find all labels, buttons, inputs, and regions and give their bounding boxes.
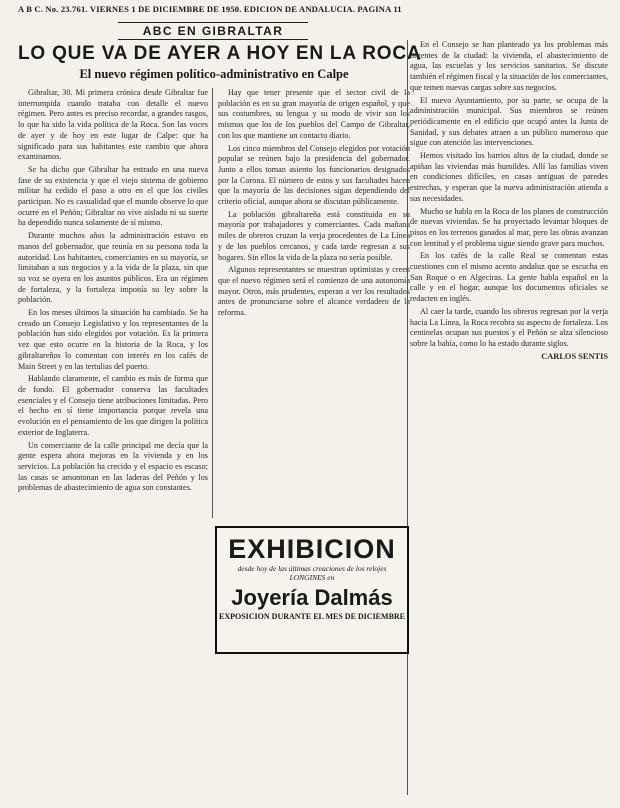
article-column-2 (218, 88, 410, 508)
signature-line (410, 352, 608, 363)
paragraph: En los meses últimos la situación ha cambiado. Se ha creado un Consejo Legislativo y los representantes de la población han sido elegidos por votación. Es la primera vez que esto ocurre en la historia de la Roca, y los gibraltareños lo comentan con interés en los cafés de Main Street y en las tertulias del puerto. (18, 308, 208, 371)
paragraph: Durante muchos años la administración estuvo en manos del gobernador, que reunía en su persona toda la autoridad. Los habitantes, comerciantes en su mayoría, se limitaban a sus negocios y a la vida de la plaza, sin que su voz se oyera en los asuntos públicos. Era un régimen de fortaleza, y la fortaleza imponía su ley sobre la población. (18, 231, 208, 305)
article-signature: CARLOS SENTIS (541, 351, 608, 361)
paragraph: Un comerciante de la calle principal me decía que la gente espera ahora mejoras en la vivienda y en los servicios. La población ha crecido y el espacio es escaso; las casas se amontonan en las laderas del Peñón y los problemas de abastecimiento de agua son constantes. (18, 440, 208, 493)
paragraph: En los cafés de la calle Real se comentan estas cuestiones con el mismo acento andaluz que se escucha en San Roque o en Algeciras. La gente habla español en la calle y en el hogar, aunque los documentos oficiales se redacten en inglés. (410, 251, 608, 304)
ad-footer: EXPOSICION DURANTE EL MES DE DICIEMBRE (218, 612, 406, 621)
paragraph: Mucho se habla en la Roca de los planes de construcción de nuevas viviendas. Se ha proyectado levantar bloques de pisos en los terrenos ganados al mar, pero las obras avanzan con lentitud y el problema sigue siendo grave para muchos. (410, 206, 608, 248)
paragraph: Hablando claramente, el cambio es más de forma que de fondo. El gobernador conserva las facultades esenciales y el Consejo tiene atribuciones limitadas. Pero el hecho en sí tiene importancia porque revela una evolución en el pensamiento de los que dirigen la política exterior de Inglaterra. (18, 374, 208, 437)
paragraph: Se ha dicho que Gibraltar ha entrado en una nueva fase de su existencia y que el viejo sistema de gobierno militar ha cedido el paso a otro en el que los civiles participan. No es casualidad que el mundo observe lo que ocurre en el Peñón; Gibraltar no vive aislado ni su suerte ha dependido nunca solamente de sí mismo. (18, 164, 208, 228)
paragraph: Hemos visitado los barrios altos de la ciudad, donde se apiñan las viviendas más humildes. Allí las familias viven en condiciones difíciles, en casas antiguas de paredes estrechas, y esperan que la nueva administración atienda a sus necesidades. (410, 151, 608, 203)
article-column-1 (18, 88, 208, 778)
newspaper-page-header: A B C. No. 23.761. VIERNES 1 DE DICIEMBRE DE 1950. EDICION DE ANDALUCIA. PAGINA 11 (18, 4, 402, 14)
paragraph: Algunos representantes se muestran optimistas y creen que el nuevo régimen será el comienzo de una autonomía mayor. Otros, más prudentes, esperan a ver los resultados antes de pronunciarse sobre el alcance verdadero de la reforma. (218, 265, 410, 318)
paragraph: Al caer la tarde, cuando los obreros regresan por la verja hacia La Línea, la Roca recobra su aspecto de fortaleza. Los centinelas ocupan sus puestos y el Peñón se alza silencioso sobre la bahía, como lo ha estado durante siglos. (410, 306, 608, 348)
jewelry-advertisement (215, 526, 409, 654)
ad-title: EXHIBICION (228, 534, 396, 564)
article-headline: LO QUE VA DE AYER A HOY EN LA ROCA (18, 43, 422, 64)
paragraph: Gibraltar, 30. Mi primera crónica desde Gibraltar fue interrumpida cuando trataba con detalle el nuevo régimen. Pero antes es preciso recordar, a grandes rasgos, lo que ha sido la vida política de la Roca. Son las voces de ayer y de hoy en este lugar de Calpe: que ha significado para sus habitantes este cambio que ahora examinamos. (18, 88, 208, 162)
ad-description: desde hoy de las últimas creaciones de los relojes LONGINES en (237, 564, 387, 582)
paragraph: El nuevo Ayuntamiento, por su parte, se ocupa de la administración municipal. Sus miembros se reúnen periódicamente en el edificio que ocupó antes la Junta de Sanidad, y sus debates atraen a un público numeroso que sigue con atención las intervenciones. (410, 95, 608, 148)
column-divider (407, 40, 408, 795)
paragraph: Hay que tener presente que el sector civil de la población es en su gran mayoría de origen español, y que sus costumbres, su lengua y su modo de vivir son los mismos que los de los pueblos del Campo de Gibraltar, con los que mantiene un contacto diario. (218, 88, 410, 140)
article-column-3 (410, 40, 608, 795)
paragraph: Los cinco miembros del Consejo elegidos por votación popular se reúnen bajo la presidencia del gobernador. Junto a ellos toman asiento los funcionarios designados por la Corona. El número de estos y sus facultades hacen que la mayoría de las decisiones sigan dependiendo del criterio oficial, aunque ahora se discutan públicamente. (218, 143, 410, 207)
ad-brand: Joyería Dalmás (231, 585, 393, 610)
paragraph: La población gibraltareña está constituida en su mayoría por trabajadores y comerciantes. Cada mañana miles de obreros cruzan la verja procedentes de La Línea y de los pueblos cercanos, y cada tarde regresan a sus hogares. Sin ellos la vida de la plaza no sería posible. (218, 209, 410, 262)
article-subheadline: El nuevo régimen político-administrativo en Calpe (79, 67, 349, 81)
paragraph: En el Consejo se han planteado ya los problemas más urgentes de la ciudad: la vivienda, el abastecimiento de agua, las escuelas y los servicios sanitarios. Se discute también el régimen fiscal y la situación de los comerciantes, que temen nuevas cargas sobre sus negocios. (410, 40, 608, 92)
section-title: ABC EN GIBRALTAR (118, 22, 308, 40)
column-divider (212, 88, 213, 518)
